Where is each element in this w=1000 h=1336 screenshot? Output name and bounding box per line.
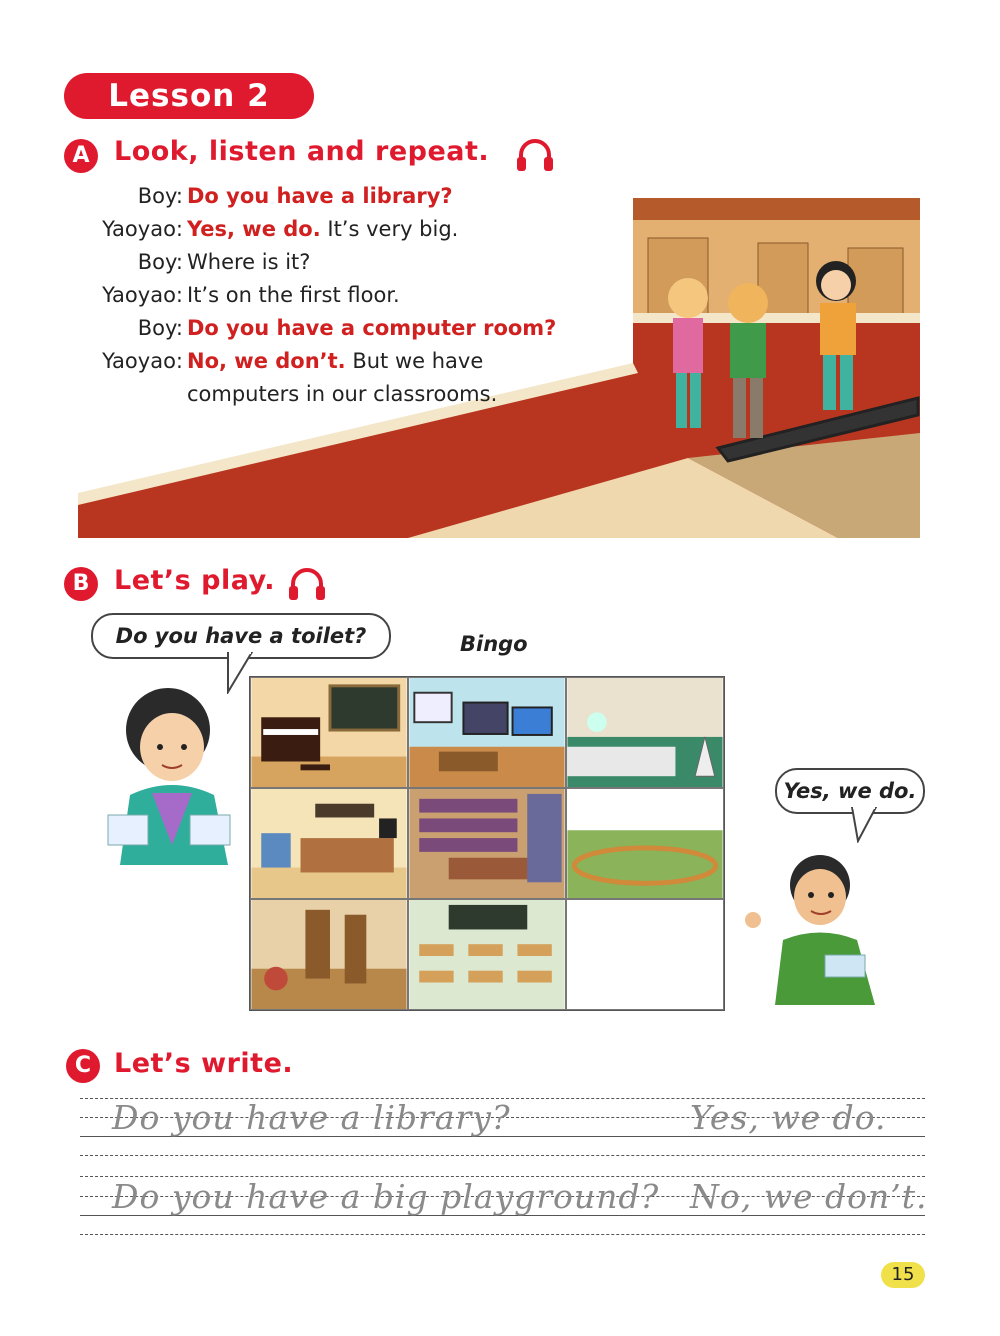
trace-answer-2: No, we don’t. — [690, 1177, 928, 1216]
key-sentence: Do you have a computer room? — [187, 316, 557, 340]
art-room-image[interactable] — [250, 899, 408, 1010]
playground-image[interactable] — [566, 788, 724, 899]
dialogue-speech — [183, 378, 497, 411]
headphones-icon[interactable] — [287, 566, 327, 602]
dialogue-speech — [183, 345, 483, 378]
computer-room-image[interactable] — [408, 677, 566, 788]
dialogue-speech — [183, 279, 400, 312]
section-c-title: Let’s write. — [114, 1048, 294, 1079]
bubble-tail-right — [848, 807, 884, 843]
girl-illustration — [100, 675, 248, 865]
empty-cell[interactable] — [566, 899, 724, 1010]
music-room-image[interactable] — [250, 677, 408, 788]
section-a-badge: A — [64, 139, 98, 173]
library-image[interactable] — [408, 788, 566, 899]
dialogue-line — [86, 279, 626, 312]
writing-line — [80, 1234, 925, 1235]
boy-illustration — [735, 845, 885, 1005]
dialogue-speaker: Yaoyao: — [102, 217, 183, 241]
section-b-badge: B — [64, 567, 98, 601]
trace-answer-1: Yes, we do. — [690, 1098, 887, 1137]
writing-line — [80, 1155, 925, 1156]
dialogue-line — [86, 213, 626, 246]
dialogue-speaker — [86, 378, 183, 411]
key-sentence: Yes, we do. — [187, 217, 321, 241]
dialogue-text: It’s on the first floor. — [187, 283, 400, 307]
key-sentence: Do you have a library? — [187, 184, 453, 208]
dialogue-speaker: Yaoyao: — [102, 349, 183, 373]
key-sentence: No, we don’t. — [187, 349, 346, 373]
dialogue-line — [86, 345, 626, 378]
dialogue-speech — [183, 246, 310, 279]
dialogue-line — [86, 246, 626, 279]
lesson-title: Lesson 2 — [64, 73, 314, 119]
dialogue-line — [86, 312, 626, 345]
trace-question-2: Do you have a big playground? — [112, 1177, 660, 1216]
dialogue-text: It’s very big. — [320, 217, 459, 241]
dialogue-speech — [183, 213, 458, 246]
office-image[interactable] — [250, 788, 408, 899]
dialogue-speaker: Boy: — [137, 250, 183, 274]
classroom-image[interactable] — [408, 899, 566, 1010]
dialogue-speaker: Boy: — [137, 316, 183, 340]
section-c-badge: C — [66, 1049, 100, 1083]
speech-bubble-left: Do you have a toilet? — [91, 613, 391, 659]
dialogue — [86, 180, 626, 411]
dialogue-text: Where is it? — [187, 250, 311, 274]
bingo-title: Bingo — [460, 632, 528, 656]
dialogue-speaker: Yaoyao: — [102, 283, 183, 307]
dialogue-speech — [183, 312, 556, 345]
dialogue-speech — [183, 180, 453, 213]
speech-bubble-right: Yes, we do. — [775, 768, 925, 814]
headphones-icon[interactable] — [515, 137, 555, 173]
dialogue-speaker: Boy: — [137, 184, 183, 208]
section-a-title: Look, listen and repeat. — [114, 136, 490, 167]
dialogue-line — [86, 180, 626, 213]
dialogue-line — [86, 378, 626, 411]
page-number: 15 — [881, 1262, 925, 1288]
dialogue-text: computers in our classrooms. — [187, 382, 498, 406]
bingo-grid — [249, 676, 725, 1011]
science-lab-image[interactable] — [566, 677, 724, 788]
dialogue-text: But we have — [345, 349, 484, 373]
trace-question-1: Do you have a library? — [112, 1098, 511, 1137]
section-b-title: Let’s play. — [114, 565, 276, 596]
